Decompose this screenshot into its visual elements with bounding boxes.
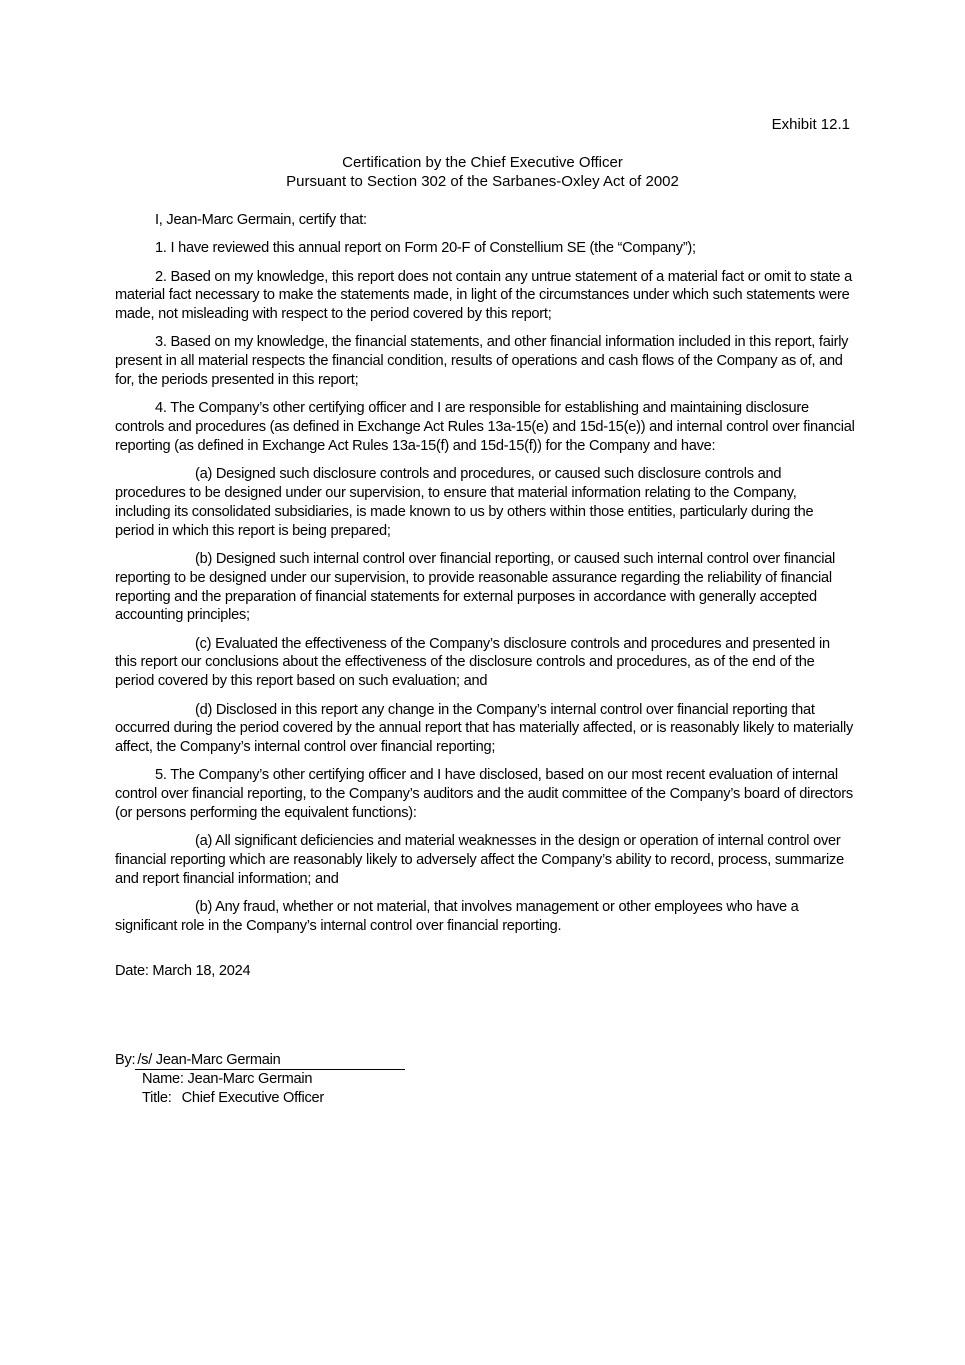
paragraph-4b: (b) Designed such internal control over financial reporting, or caused such internal control over financial reporting to be designed under our supervision, to provide reasonable assurance regarding the reliability of financial reporting and the preparation of financial statements for external purposes in accordance with generally accepted accounting principles;	[115, 550, 836, 624]
title-line-2: Pursuant to Section 302 of the Sarbanes-Oxley Act of 2002	[286, 173, 679, 190]
title-line-1: Certification by the Chief Executive Officer	[342, 154, 623, 171]
title-label: Title:	[142, 1090, 172, 1106]
paragraph-4c: (c) Evaluated the effectiveness of the Company’s disclosure controls and procedures and presented in this report our conclusions about the effectiveness of the disclosure controls and procedures, as of the end of the period covered by this report based on such evaluation; and	[115, 635, 830, 690]
document-title	[0, 153, 965, 191]
paragraph-5a: (a) All significant deficiencies and material weaknesses in the design or operation of internal control over financial reporting which are reasonably likely to adversely affect the Company’s ability to record, process, summarize and report financial information; and	[115, 833, 844, 887]
paragraph-4: 4. The Company’s other certifying officer and I are responsible for establishing and maintaining disclosure controls and procedures (as defined in Exchange Act Rules 13a-15(e) and 15d-15(e)) and internal control over financial reporting (as defined in Exchange Act Rules 13a-15(f) and 15d-15(f)) for the Company and have:	[115, 400, 855, 454]
by-label: By:	[115, 1052, 136, 1068]
paragraph-5: 5. The Company’s other certifying officer and I have disclosed, based on our most recent evaluation of internal control over financial reporting, to the Company’s auditors and the audit committee of the Company’s board of directors (or persons performing the equivalent functions):	[115, 767, 853, 822]
signer-title: Chief Executive Officer	[181, 1090, 325, 1106]
signature-line: /s/ Jean-Marc Germain	[135, 1052, 405, 1070]
certification-body	[115, 211, 855, 945]
certification-date: Date: March 18, 2024	[115, 963, 251, 979]
name-label: Name:	[142, 1071, 184, 1087]
paragraph-5b: (b) Any fraud, whether or not material, that involves management or other employees who have a significant role in the Company’s internal control over financial reporting.	[115, 899, 799, 934]
paragraph-4d: (d) Disclosed in this report any change in the Company’s internal control over financial reporting that occurred during the period covered by the annual report that has materially affected, or is reasonably likely to materially affect, the Company’s internal control over financial reporting;	[115, 701, 853, 756]
signature-row	[115, 1051, 405, 1070]
paragraph-4a: (a) Designed such disclosure controls and procedures, or caused such disclosure controls and procedures to be designed under our supervision, to ensure that material information relating to the Company, including its consolidated subsidiaries, is made known to us by others within those entities, particularly during the period in which this report is being prepared;	[115, 466, 814, 539]
signer-title-row	[115, 1089, 405, 1108]
exhibit-label: Exhibit 12.1	[771, 116, 850, 133]
signature-block	[115, 1051, 405, 1108]
intro-paragraph: I, Jean-Marc Germain, certify that:	[155, 212, 367, 228]
signer-name-row	[115, 1070, 405, 1089]
signer-name: Jean-Marc Germain	[187, 1071, 313, 1087]
paragraph-3: 3. Based on my knowledge, the financial statements, and other financial information included in this report, fairly present in all material respects the financial condition, results of operations and cash flows of the Company as of, and for, the periods presented in this report;	[115, 334, 849, 389]
paragraph-1: 1. I have reviewed this annual report on Form 20-F of Constellium SE (the “Company”);	[155, 240, 696, 257]
paragraph-2: 2. Based on my knowledge, this report does not contain any untrue statement of a material fact or omit to state a material fact necessary to make the statements made, in light of the circumstances under which such statements were made, not misleading with respect to the period covered by this report;	[115, 268, 852, 323]
